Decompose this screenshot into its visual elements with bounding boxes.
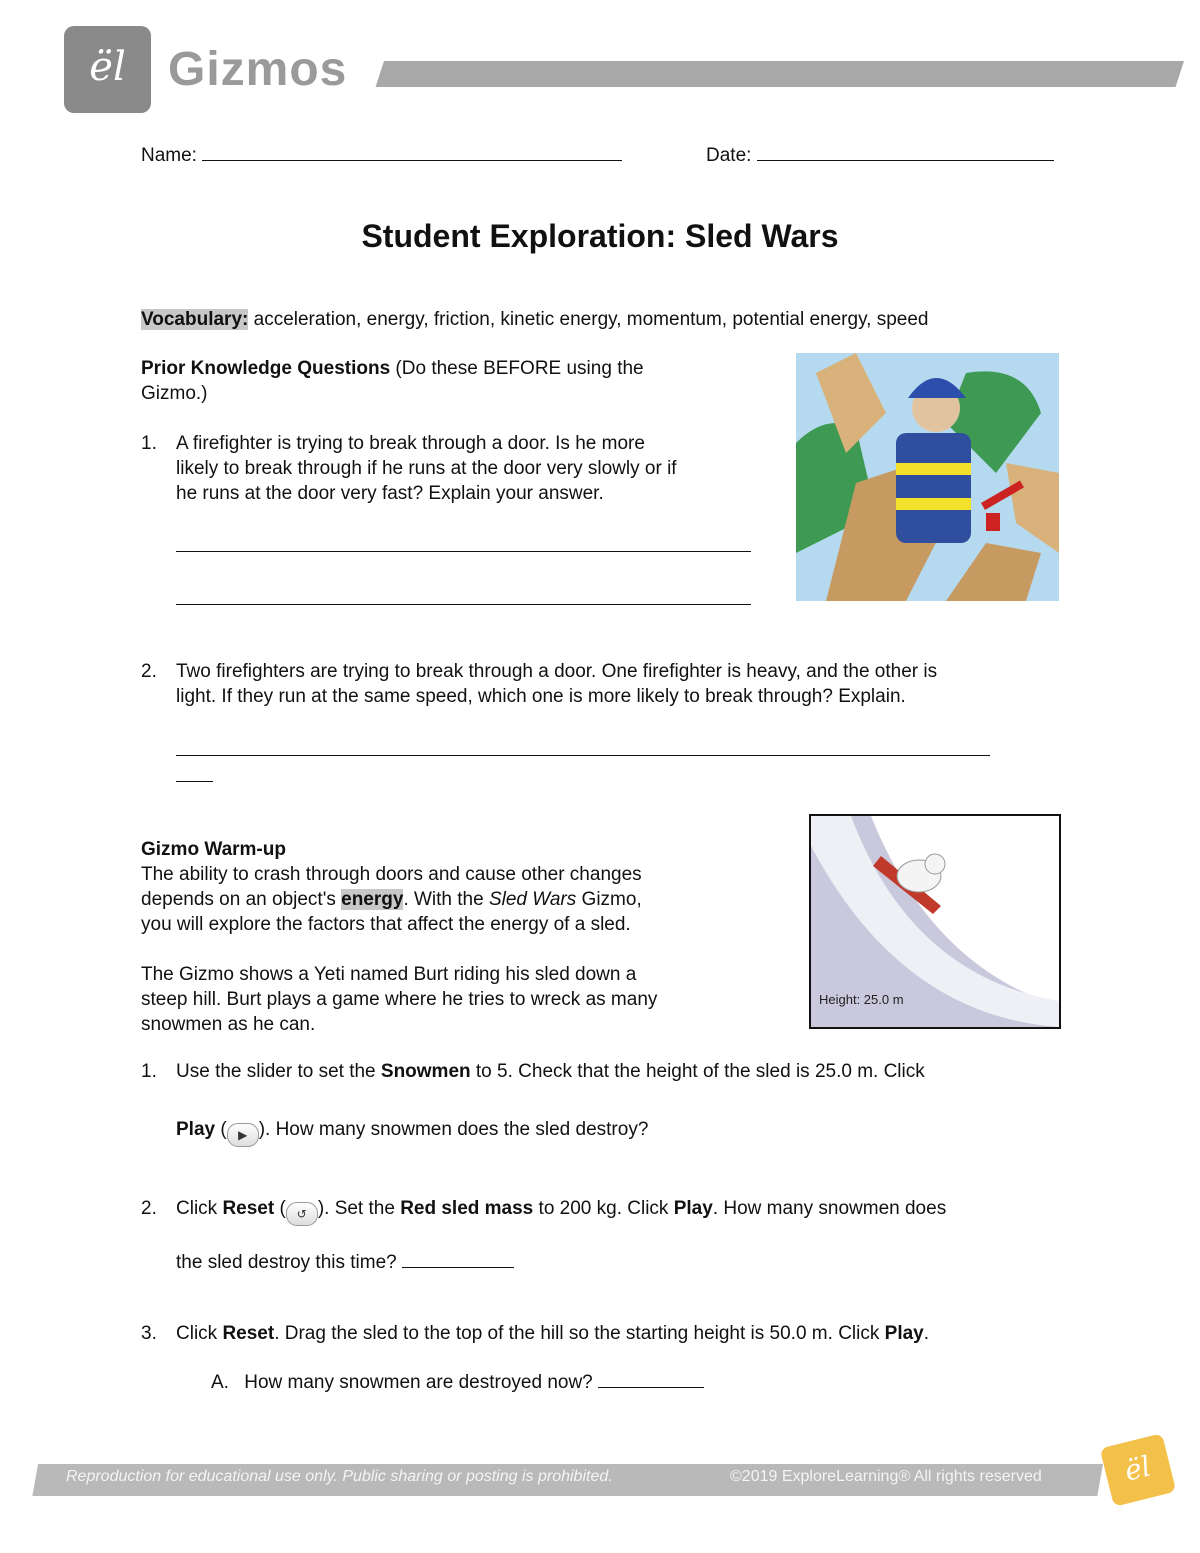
reset-term: Reset [222,1323,275,1344]
vocabulary [141,307,929,332]
step-text: Use the slider to set the [176,1061,381,1082]
footer-disclaimer: Reproduction for educational use only. Public sharing or posting is prohibited. [66,1468,613,1485]
name-field [141,143,622,168]
vocabulary-label: Vocabulary: [141,309,249,330]
question-text: likely to break through if he runs at the door very slowly or if [176,458,677,479]
warmup-text: The ability to crash through doors and cause other changes [141,864,642,885]
step-text: Click [176,1323,223,1344]
warmup-text: snowmen as he can. [141,1014,316,1035]
play-icon: ▶ [227,1123,259,1147]
logo-glyph: ël [89,44,126,90]
sub-letter: A. [211,1372,229,1393]
warmup-text: you will explore the factors that affect the energy of a sled. [141,914,631,935]
snowmen-term: Snowmen [380,1061,471,1082]
vocabulary-words: acceleration, energy, friction, kinetic energy, momentum, potential energy, speed [248,309,929,330]
sled-wars-gizmo-screenshot [809,814,1061,1029]
step-text: . How many snowmen does [712,1198,947,1219]
red-sled-mass-term: Red sled mass [400,1198,534,1219]
prior-note-line: (Do these BEFORE using the [390,358,644,379]
play-term: Play [884,1323,924,1344]
page-title: Student Exploration: Sled Wars [361,218,839,254]
answer-blank[interactable] [598,1387,704,1388]
header-band [376,61,1184,87]
question-number: 2. [141,661,157,682]
warmup-text: steep hill. Burt plays a game where he tries to wreck as many [141,989,658,1010]
step-3 [141,1321,1081,1346]
date-field [706,143,1054,168]
step-number: 3. [141,1323,157,1344]
step-number: 2. [141,1198,157,1219]
step-2 [141,1196,1081,1275]
answer-line[interactable] [176,551,751,552]
warmup-text-part: Gizmo, [576,889,642,910]
footer-copyright: ©2019 ExploreLearning® All rights reserved [730,1468,1042,1485]
reset-term: Reset [222,1198,275,1219]
step-text: How many snowmen are destroyed now? [244,1372,599,1393]
warmup-text-part: . With the [403,889,489,910]
prior-note-line: Gizmo.) [141,383,208,404]
question-text: A firefighter is trying to break through a door. Is he more [176,433,645,454]
step-1 [141,1059,1061,1147]
prior-knowledge-intro [141,356,761,406]
footer-logo-glyph: ël [1121,1449,1155,1488]
question-text: Two firefighters are trying to break through a door. One firefighter is heavy, and the other is [176,661,938,682]
step-3-sub-a [211,1370,911,1395]
gizmo-name: Sled Wars [488,889,577,910]
brand-name: Gizmos [168,43,348,96]
play-term: Play [176,1119,216,1140]
step-text: ). Set the [317,1198,401,1219]
step-text: to 200 kg. Click [533,1198,674,1219]
step-text: ( [274,1198,286,1219]
warmup-text [141,887,781,912]
energy-term: energy [341,889,404,910]
question-text: he runs at the door very fast? Explain your answer. [176,483,604,504]
height-readout: Height: 25.0 m [819,992,904,1007]
warmup-heading: Gizmo Warm-up [141,839,286,860]
step-number: 1. [141,1061,157,1082]
answer-blank[interactable] [402,1267,514,1268]
warmup-text-part: depends on an object's [141,889,342,910]
play-term: Play [673,1198,713,1219]
footer-logo [1100,1433,1177,1507]
name-label: Name: [141,145,197,166]
explorelearning-logo [64,26,151,113]
question-number: 1. [141,433,157,454]
date-label: Date: [706,145,752,166]
step-text: . [923,1323,930,1344]
name-input-line[interactable] [202,160,622,161]
question-text: light. If they run at the same speed, which one is more likely to break through? Explain. [176,686,906,707]
step-text: ). How many snowmen does the sled destroy? [258,1119,649,1140]
step-text: ( [215,1119,227,1140]
answer-line[interactable] [176,781,213,782]
firefighter-illustration [796,353,1059,601]
question-1 [141,431,781,506]
question-2 [141,659,1061,709]
reset-icon: ↺ [286,1202,318,1226]
step-text: to 5. Check that the height of the sled is 25.0 m. Click [470,1061,925,1082]
prior-knowledge-heading: Prior Knowledge Questions [141,358,391,379]
answer-line[interactable] [176,604,751,605]
answer-line[interactable] [176,755,990,756]
step-text: the sled destroy this time? [176,1252,402,1273]
step-text: . Drag the sled to the top of the hill so the starting height is 50.0 m. Click [274,1323,885,1344]
date-input-line[interactable] [757,160,1054,161]
step-text: Click [176,1198,223,1219]
warmup-text: The Gizmo shows a Yeti named Burt riding his sled down a [141,964,637,985]
gizmo-warmup [141,837,781,1037]
